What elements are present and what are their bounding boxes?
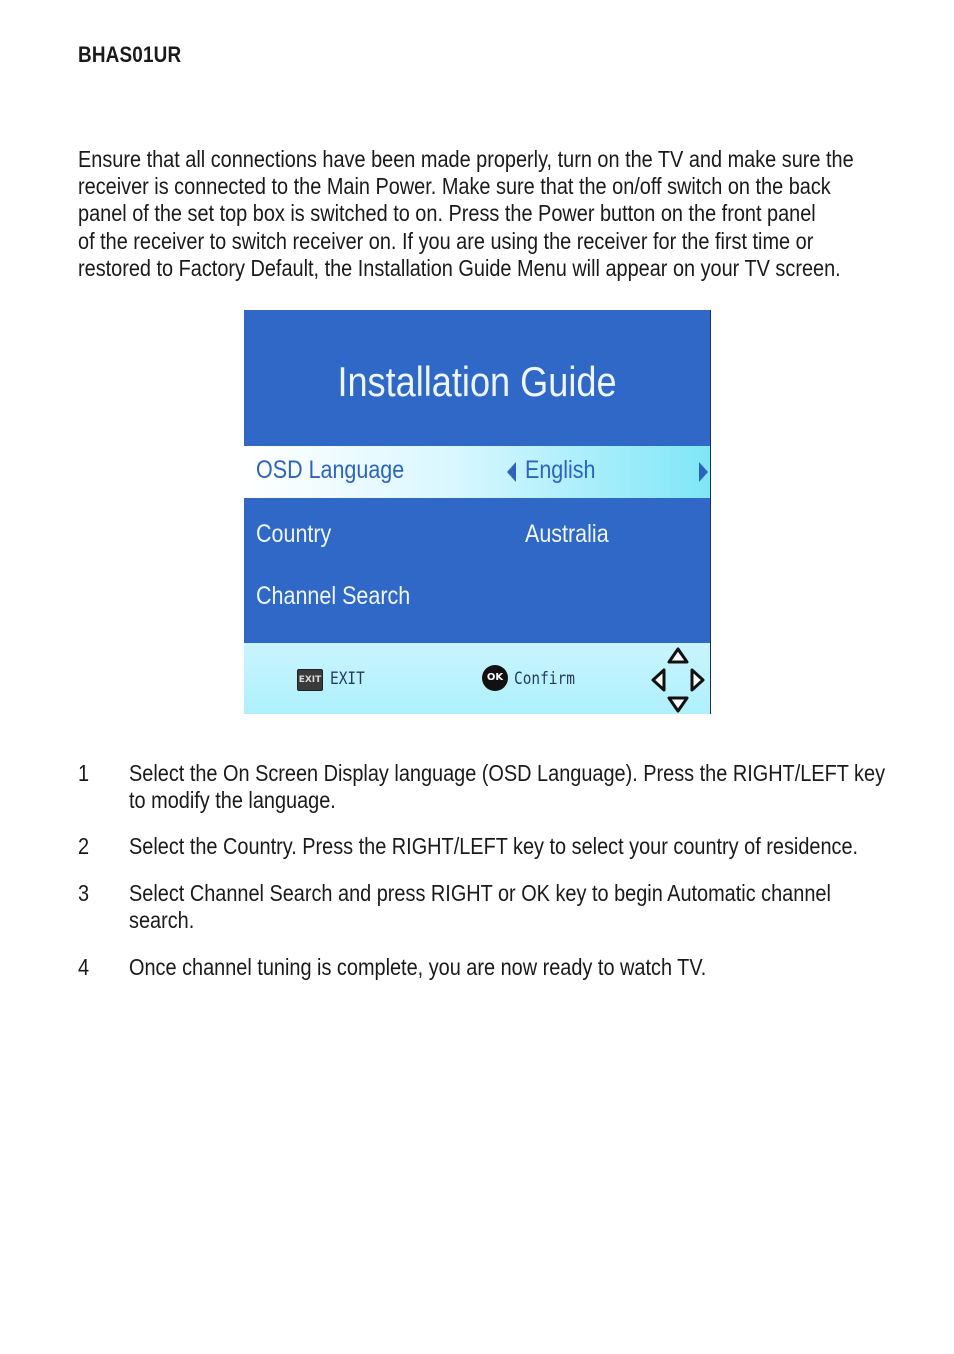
intro-line: restored to Factory Default, the Installation Guide Menu will appear on your TV screen. [78,254,841,281]
menu-row-label: Country [256,520,332,548]
step-text [129,833,916,860]
step-line: Select the On Screen Display language (OSD Language). Press the RIGHT/LEFT key [129,760,886,786]
menu-row-value: English [525,456,596,484]
step-line: Select the Country. Press the RIGHT/LEFT key to select your country of residence. [129,833,859,859]
menu-row-value: Australia [525,520,609,548]
confirm-label: Confirm [514,669,575,689]
intro-line: Ensure that all connections have been made properly, turn on the TV and make sure the [78,146,854,172]
step-text [129,760,916,814]
menu-row-osd-language[interactable] [244,446,710,498]
model-number: BHAS01UR [78,42,182,67]
exit-label: EXIT [330,669,365,689]
step-line: to modify the language. [129,787,336,814]
menu-row-channel-search[interactable] [244,572,710,624]
ok-key-icon: OK [482,665,508,691]
step-number: 2 [78,833,90,859]
installation-guide-screenshot [244,310,711,714]
step-line: Select Channel Search and press RIGHT or OK key to begin Automatic channel [129,880,831,906]
navigation-arrows-icon [650,647,706,713]
step-text [129,954,916,981]
menu-footer [244,643,710,714]
menu-row-country[interactable] [244,510,710,562]
left-arrow-icon [507,462,516,482]
step-line: Once channel tuning is complete, you are now ready to watch TV. [129,954,707,980]
right-arrow-icon [699,462,708,482]
exit-key-icon: EXIT [297,669,323,691]
intro-line: of the receiver to switch receiver on. If you are using the receiver for the first time or [78,227,814,254]
step-line: search. [129,907,195,934]
step-number: 1 [78,760,90,786]
menu-row-label: OSD Language [256,456,405,484]
step-number: 4 [78,954,90,980]
intro-line: panel of the set top box is switched to on. Press the Power button on the front panel [78,200,816,227]
menu-row-label: Channel Search [256,582,411,610]
intro-line: receiver is connected to the Main Power. Make sure that the on/off switch on the back [78,173,831,200]
step-text [129,880,916,934]
installation-guide-title: Installation Guide [337,358,617,405]
intro-paragraph [78,146,865,282]
step-number: 3 [78,880,90,906]
